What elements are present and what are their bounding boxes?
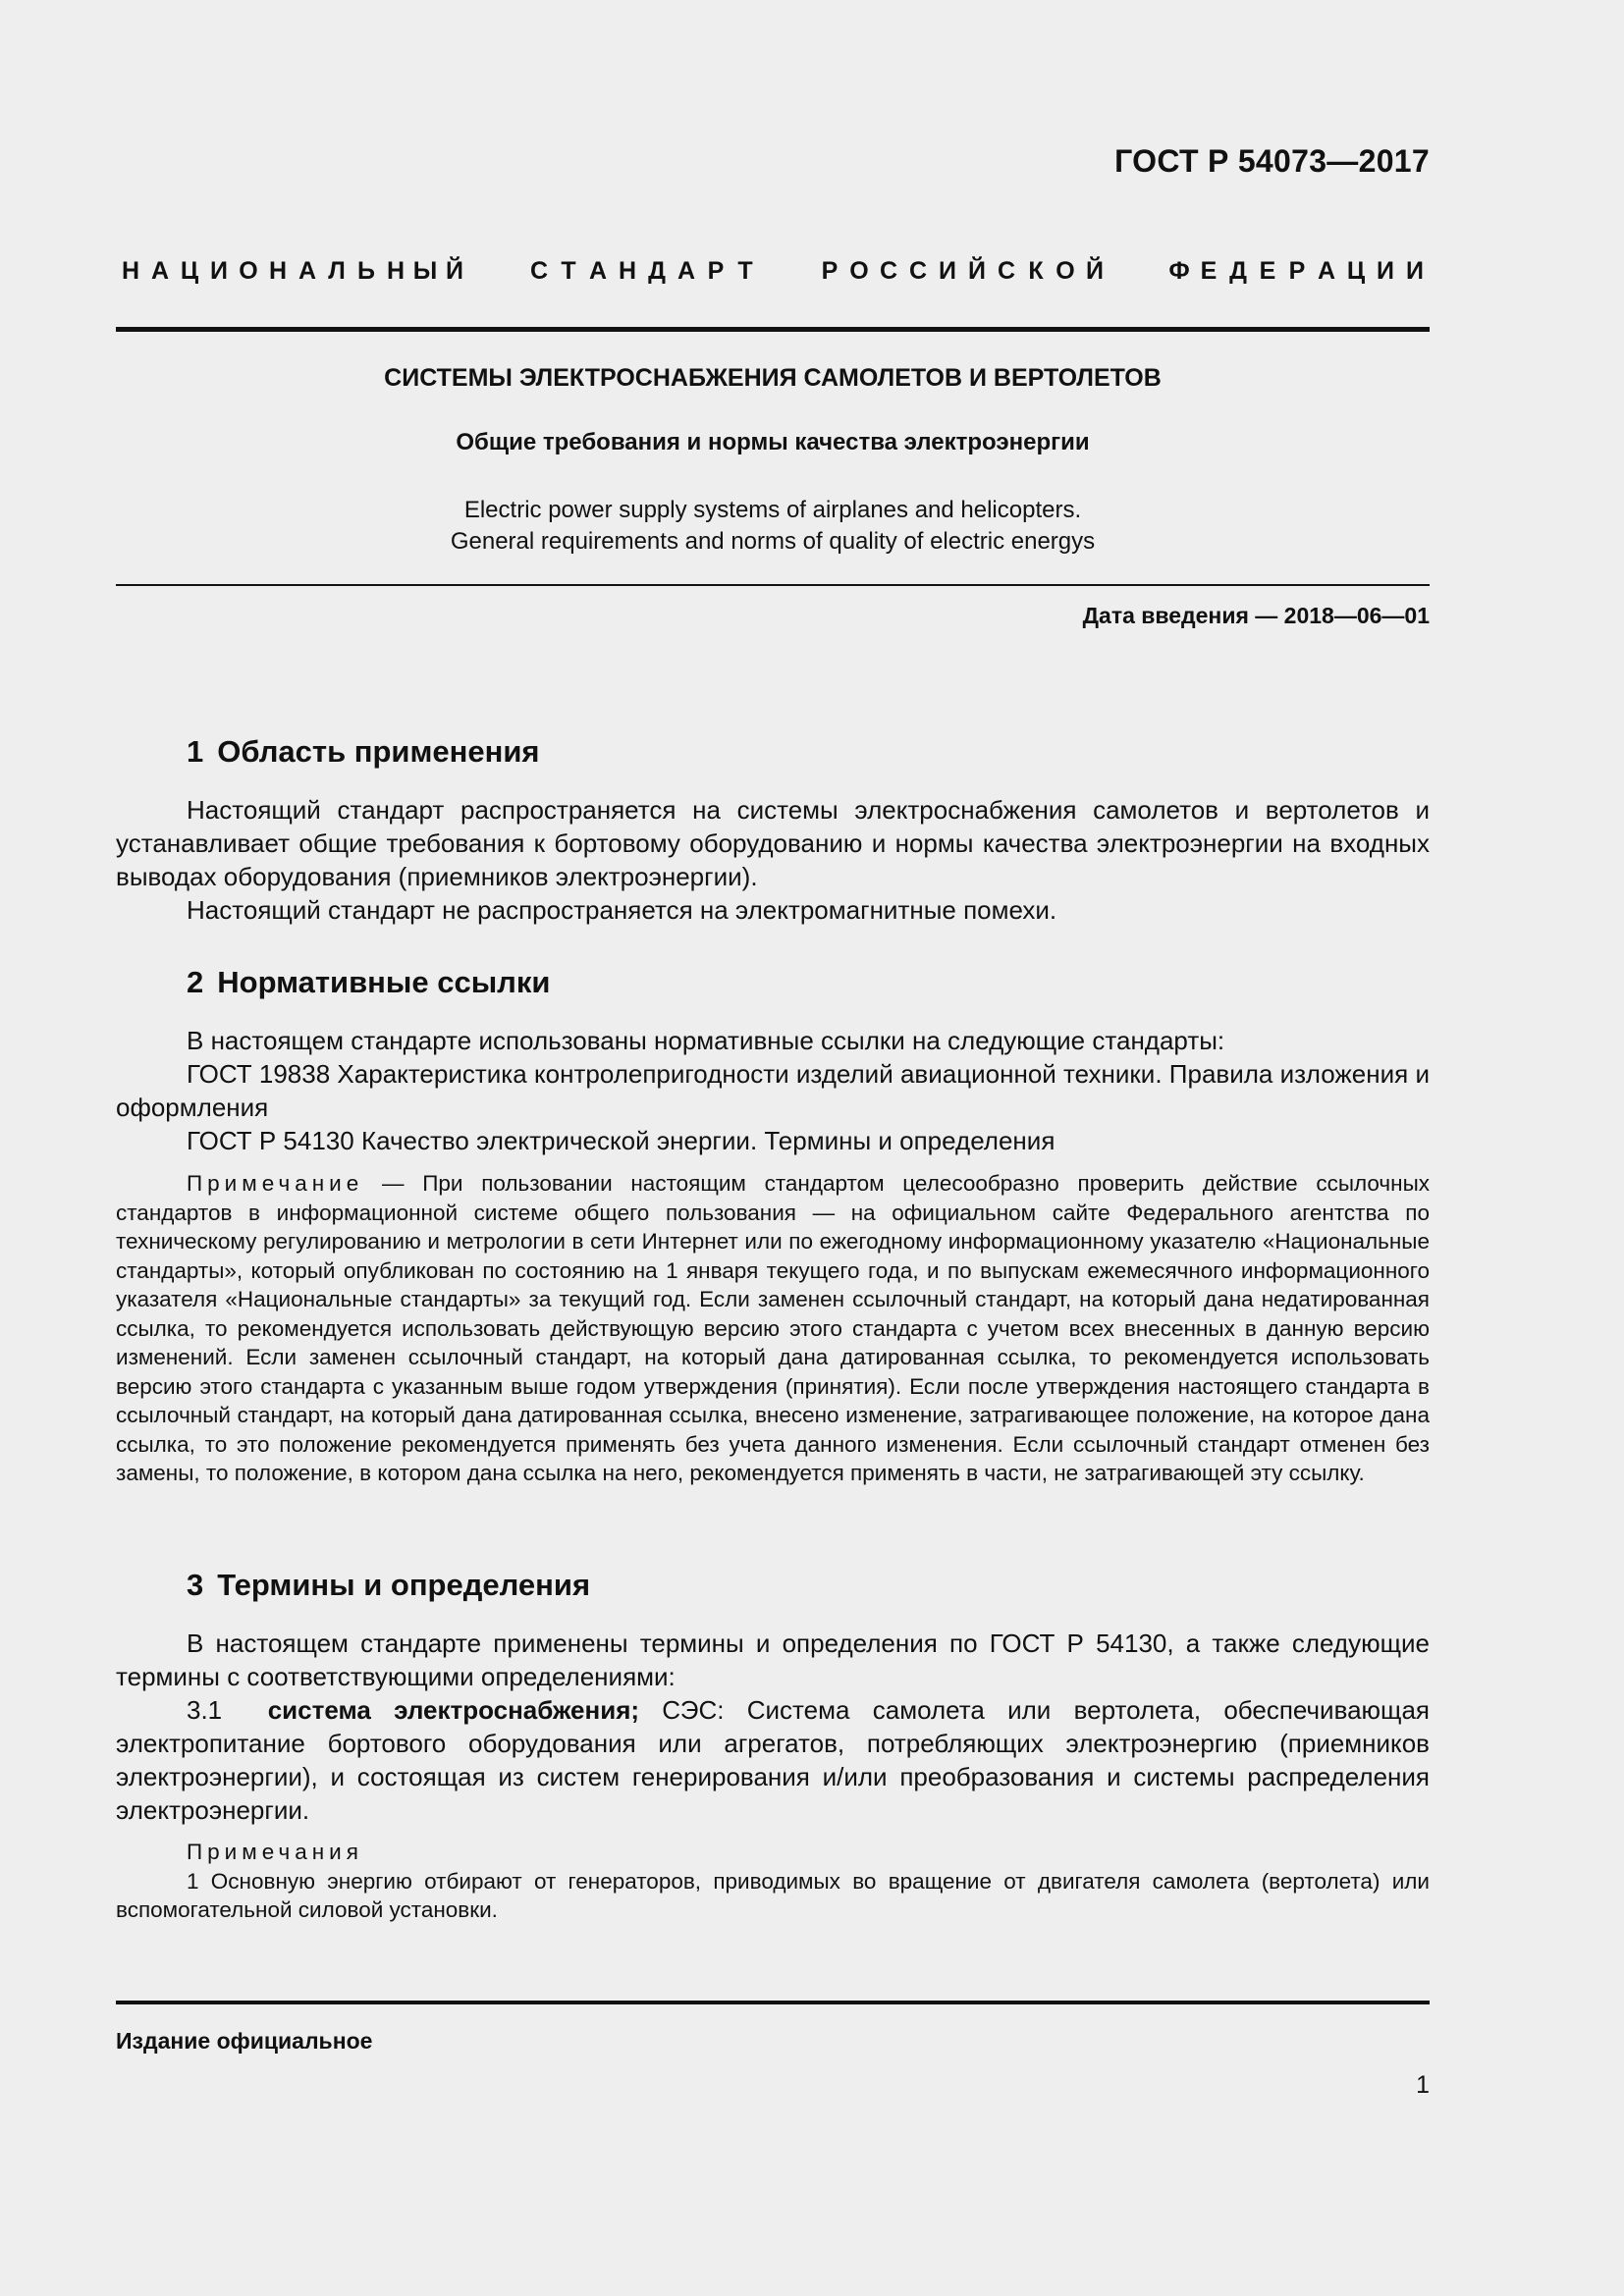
section-number: 3 — [187, 1568, 204, 1602]
banner-word — [524, 257, 760, 286]
section-3-heading — [187, 1568, 590, 1603]
banner-letter: Р — [707, 257, 725, 285]
banner-letter: Н — [121, 257, 140, 285]
reference-gost-r-54130: ГОСТ Р 54130 Качество электрической энергии. Термины и определения — [187, 1126, 1056, 1155]
banner-letter: С — [879, 257, 898, 285]
section-2-body — [116, 1024, 1430, 1157]
banner-letter: С — [529, 257, 549, 285]
term-text: СЭС: Система самолета или вертолета, обеспечивающая электропитание бортового оборудования или агрегатов, потребляющих электроэнергию (приемников электроэнергии), и состоящая из систем генерирования и/или преобразования и системы распределения электроэнергии. — [116, 1695, 1430, 1825]
banner-letter: Й — [968, 257, 986, 285]
reference-gost-19838: ГОСТ 19838 Характеристика контролепригодности изделий авиационной техники. Правила изложения и оформления — [116, 1059, 1430, 1122]
english-title-line: General requirements and norms of quality of electric energys — [450, 528, 1096, 555]
section-3-body — [116, 1627, 1430, 1827]
banner-letter: Н — [268, 257, 288, 285]
banner-letter: К — [1028, 257, 1044, 285]
banner-letter: А — [150, 257, 170, 285]
banner-letter: И — [210, 257, 228, 285]
notes-label: Примечания — [187, 1840, 363, 1864]
section-1-heading — [187, 734, 540, 770]
banner-letter: О — [849, 257, 869, 285]
english-title-line: Electric power supply systems of airplanes and helicopters. — [463, 497, 1082, 523]
banner-letter: Т — [561, 257, 576, 285]
section-1-body — [116, 793, 1430, 927]
banner-letter: Д — [648, 257, 666, 285]
section-title: Область применения — [217, 734, 540, 769]
banner-letter: Ц — [1346, 257, 1366, 285]
banner-letter: С — [997, 257, 1016, 285]
banner-word — [116, 257, 469, 286]
introduction-date: Дата введения — 2018—06—01 — [1082, 603, 1430, 628]
term-number: 3.1 — [187, 1695, 223, 1725]
banner-letter: Н — [618, 257, 637, 285]
note-label: Примечание — [187, 1171, 364, 1196]
section-2-heading — [187, 965, 550, 1000]
section-number: 2 — [187, 965, 204, 999]
banner-letter: Ф — [1168, 257, 1190, 285]
banner-letter: О — [1056, 257, 1075, 285]
document-title: СИСТЕМЫ ЭЛЕКТРОСНАБЖЕНИЯ САМОЛЕТОВ И ВЕРТОЛЕТОВ — [384, 364, 1162, 392]
banner-letter: Й — [446, 257, 463, 285]
banner-word — [1164, 257, 1430, 286]
banner-letter: С — [908, 257, 928, 285]
banner-letter: Е — [1200, 257, 1218, 285]
section-3-notes — [116, 1838, 1430, 1925]
paragraph: Настоящий стандарт не распространяется на электромагнитные помехи. — [187, 895, 1057, 925]
footer-rule — [116, 2001, 1430, 2004]
banner-letter: И — [1406, 257, 1424, 285]
banner-letter: Ц — [180, 257, 199, 285]
national-standard-banner — [116, 257, 1430, 286]
english-title — [116, 495, 1430, 558]
banner-letter: Д — [1229, 257, 1247, 285]
paragraph: В настоящем стандарте использованы нормативные ссылки на следующие стандарты: — [187, 1026, 1225, 1055]
banner-letter: А — [298, 257, 317, 285]
banner-letter: Й — [1086, 257, 1104, 285]
banner-letter: Ь — [357, 257, 375, 285]
section-title: Термины и определения — [217, 1568, 591, 1602]
banner-letter: А — [677, 257, 696, 285]
document-code: ГОСТ Р 54073—2017 — [1114, 143, 1430, 179]
title-rule — [116, 584, 1430, 586]
section-2-note — [116, 1169, 1430, 1488]
banner-letter: Ы — [412, 257, 438, 285]
document-page — [116, 0, 1430, 2296]
paragraph: Настоящий стандарт распространяется на системы электроснабжения самолетов и вертолетов и устанавливает общие требования к бортовому оборудованию и нормы качества электроэнергии на входных выводах оборудования (приемников электроэнергии). — [116, 795, 1430, 891]
header-rule — [116, 327, 1430, 332]
banner-letter: Л — [328, 257, 346, 285]
banner-letter: Е — [1259, 257, 1276, 285]
note-text: — При пользовании настоящим стандартом целесообразно проверить действие ссылочных стандартов в информационной системе общего пользования — на официальном сайте Федерального агентства по техническому регулированию и метрологии в сети Интернет или по ежегодному информационному указателю «Национальные стандарты», который опубликован по состоянию на 1 января текущего года, и по выпускам ежемесячного информационного указателя «Национальные стандарты» за текущий год. Если заменен ссылочный стандарт, на который дана недатированная ссылка, то рекомендуется использовать действующую версию этого стандарта с учетом всех внесенных в данную версию изменений. Если заменен ссылочный стандарт, на который дана датированная ссылка, то рекомендуется использовать версию этого стандарта с указанным выше годом утверждения (принятия). Если после утверждения настоящего стандарта в ссылочный стандарт, на который дана датированная ссылка, внесено изменение, затрагивающее положение, на которое дана ссылка, то это положение рекомендуется применять без учета данного изменения. Если ссылочный стандарт отменен без замены, то положение, в котором дана ссылка на него, рекомендуется применять в части, не затрагивающей эту ссылку. — [116, 1171, 1430, 1485]
banner-letter: И — [939, 257, 956, 285]
banner-letter: Н — [386, 257, 406, 285]
term-name: система электроснабжения; — [267, 1695, 640, 1725]
banner-letter: И — [1377, 257, 1394, 285]
section-number: 1 — [187, 734, 204, 769]
document-subtitle: Общие требования и нормы качества электроэнергии — [456, 429, 1090, 455]
banner-letter: О — [239, 257, 258, 285]
term-definition — [116, 1693, 1430, 1827]
banner-letter: А — [1317, 257, 1336, 285]
banner-word — [815, 257, 1110, 286]
banner-letter: Р — [1288, 257, 1306, 285]
page-number: 1 — [1416, 2071, 1430, 2099]
banner-letter: Т — [737, 257, 753, 285]
banner-letter: Р — [821, 257, 839, 285]
section-title: Нормативные ссылки — [217, 965, 551, 999]
official-edition-label: Издание официальное — [116, 2028, 373, 2054]
banner-letter: А — [588, 257, 608, 285]
note-item: 1 Основную энергию отбирают от генераторов, приводимых во вращение от двигателя самолета (вертолета) или вспомогательной силовой установки. — [116, 1868, 1430, 1922]
paragraph: В настоящем стандарте применены термины и определения по ГОСТ Р 54130, а также следующие термины с соответствующими определениями: — [116, 1629, 1430, 1691]
